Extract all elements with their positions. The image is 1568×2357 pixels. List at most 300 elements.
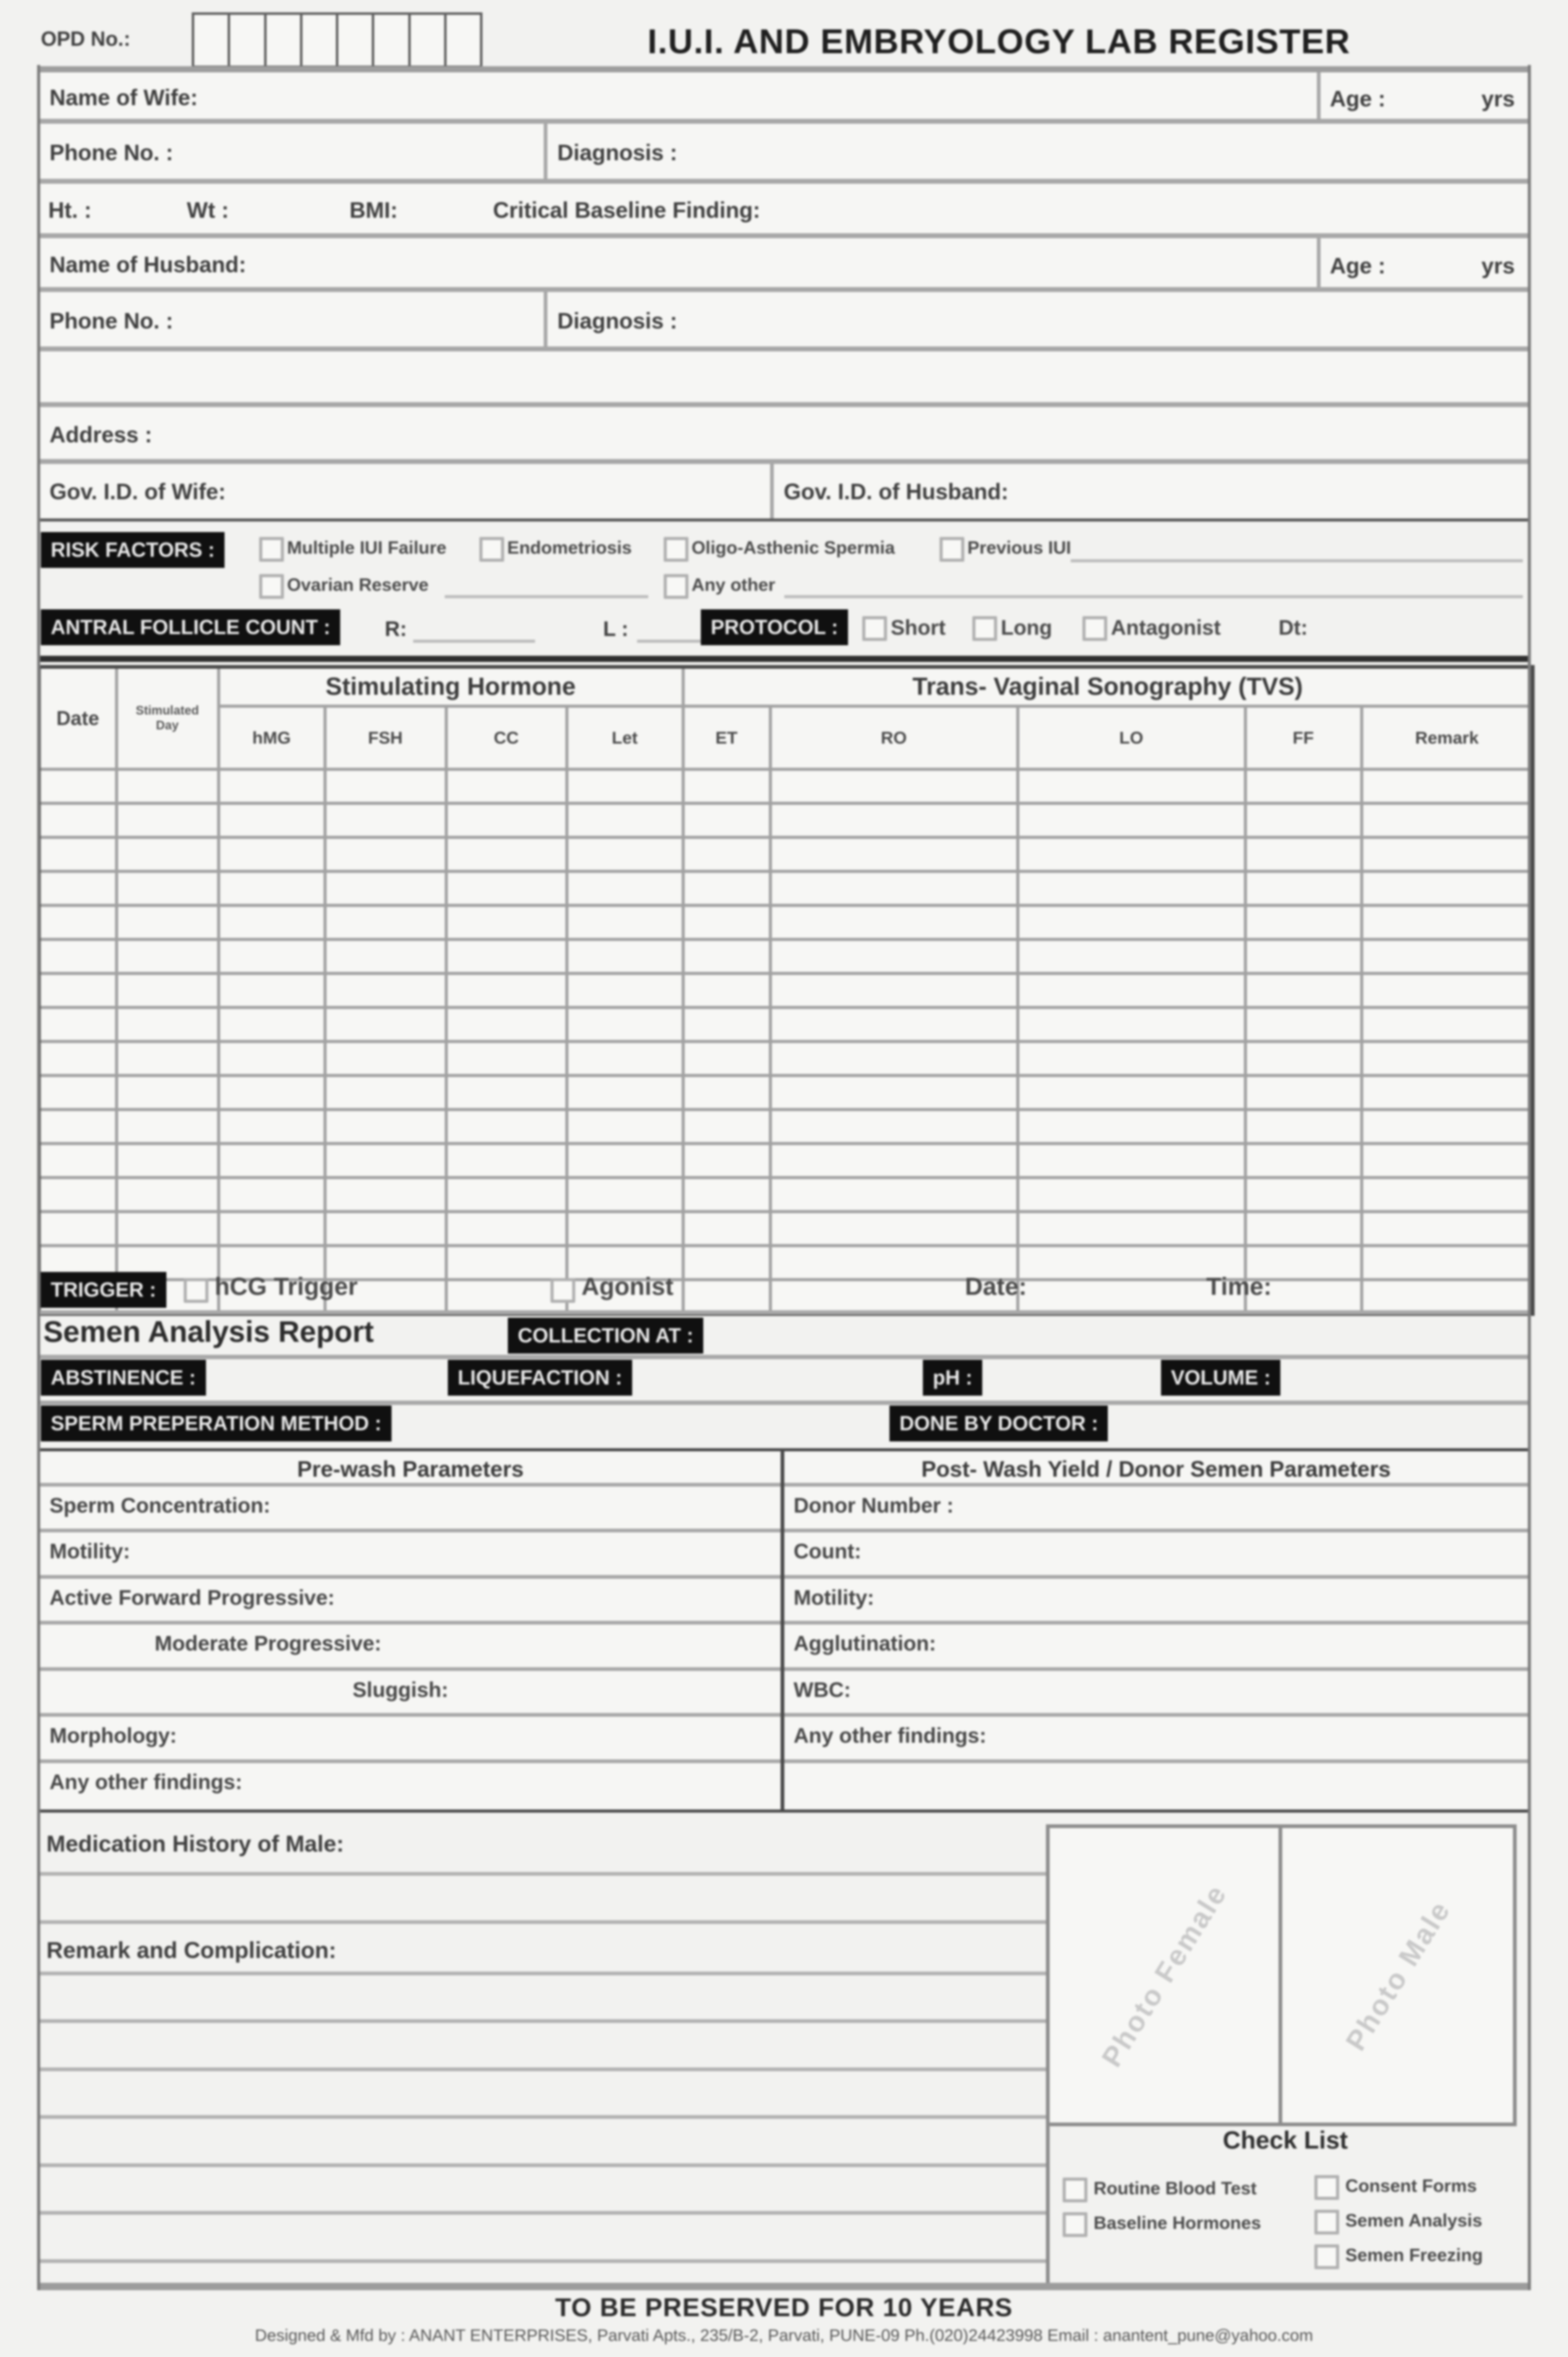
stim-table-cell[interactable] — [446, 770, 567, 804]
stim-table-cell[interactable] — [567, 1076, 683, 1110]
risk-item-label: Previous IUI — [967, 538, 1071, 558]
gov-id-wife-label: Gov. I.D. of Wife: — [49, 479, 226, 504]
semen-freezing-checkbox[interactable] — [1314, 2244, 1339, 2269]
stim-table-cell[interactable] — [770, 974, 1017, 1008]
stim-table-cell[interactable] — [116, 838, 218, 872]
stim-table-cell[interactable] — [567, 770, 683, 804]
blank-row[interactable] — [40, 351, 1528, 407]
opd-digit-cell[interactable] — [447, 15, 480, 66]
stim-table-cell[interactable] — [39, 1076, 116, 1110]
wife-age-label: Age : — [1330, 86, 1386, 111]
protocol-long-checkbox[interactable] — [972, 616, 997, 641]
opd-digit-cell[interactable] — [267, 15, 302, 66]
stim-table-cell[interactable] — [1245, 872, 1361, 906]
write-line[interactable] — [37, 2115, 1046, 2119]
husband-name-label: Name of Husband: — [49, 252, 247, 277]
stim-table-cell[interactable] — [446, 974, 567, 1008]
stim-table-cell[interactable] — [446, 1246, 567, 1280]
write-line[interactable] — [37, 1972, 1046, 1975]
abstinence-label: ABSTINENCE : — [41, 1360, 206, 1396]
stim-table-cell[interactable] — [325, 1008, 446, 1042]
stim-table-cell[interactable] — [1361, 974, 1533, 1008]
group-header-stimulating-hormone: Stimulating Hormone — [218, 667, 683, 706]
gov-id-row[interactable] — [40, 464, 1528, 518]
row-divider — [37, 1355, 1531, 1359]
stim-table-cell[interactable] — [218, 1042, 325, 1076]
stim-table-cell[interactable] — [325, 1110, 446, 1144]
col-header-let: Let — [567, 706, 683, 770]
stim-table-cell[interactable] — [116, 974, 218, 1008]
stim-table-cell[interactable] — [116, 1212, 218, 1246]
stim-table-cell[interactable] — [683, 838, 770, 872]
stim-table-cell[interactable] — [325, 1042, 446, 1076]
stim-table-cell[interactable] — [446, 804, 567, 838]
stim-table-cell[interactable] — [446, 940, 567, 974]
stim-table-cell[interactable] — [567, 804, 683, 838]
husband-age-unit: yrs — [1481, 253, 1515, 278]
prewash-column — [40, 1451, 784, 1810]
volume-label: VOLUME : — [1161, 1360, 1280, 1396]
stim-table-cell[interactable] — [39, 838, 116, 872]
photo-female-box[interactable] — [1050, 1828, 1282, 2123]
stim-table-cell[interactable] — [39, 1008, 116, 1042]
opd-number-grid[interactable] — [192, 12, 482, 68]
protocol-option-label: Long — [1001, 616, 1053, 640]
stim-table-cell[interactable] — [770, 1076, 1017, 1110]
stim-table-cell[interactable] — [567, 1008, 683, 1042]
ph-label: pH : — [923, 1360, 982, 1396]
stim-table-cell[interactable] — [1245, 1042, 1361, 1076]
stim-table-cell[interactable] — [39, 770, 116, 804]
group-header-tvs: Trans- Vaginal Sonography (TVS) — [683, 667, 1533, 706]
bmi-label: BMI: — [349, 197, 398, 223]
stim-table-cell[interactable] — [39, 940, 116, 974]
address-row[interactable] — [40, 407, 1528, 464]
stim-table-cell[interactable] — [683, 1144, 770, 1178]
stim-table-cell[interactable] — [325, 940, 446, 974]
stim-table-cell[interactable] — [39, 906, 116, 940]
risk-item-label: Oligo-Asthenic Spermia — [692, 538, 895, 558]
stim-table-cell[interactable] — [446, 1076, 567, 1110]
stim-table-cell[interactable] — [770, 1144, 1017, 1178]
stim-table-cell[interactable] — [770, 1008, 1017, 1042]
stim-table-cell[interactable] — [1361, 1110, 1533, 1144]
postwash-header: Post- Wash Yield / Donor Semen Parameters — [784, 1451, 1528, 1487]
stim-table-cell[interactable] — [218, 940, 325, 974]
stim-table-cell[interactable] — [39, 1178, 116, 1212]
stim-table-cell[interactable] — [446, 1144, 567, 1178]
stim-table-cell[interactable] — [1245, 1008, 1361, 1042]
col-header-ro: RO — [770, 706, 1017, 770]
stim-table-cell[interactable] — [218, 804, 325, 838]
col-header-ff: FF — [1245, 706, 1361, 770]
stim-table-cell[interactable] — [446, 1110, 567, 1144]
stim-table-cell[interactable] — [1361, 1246, 1533, 1280]
height-label: Ht. : — [48, 197, 92, 223]
stim-table-cell[interactable] — [116, 1008, 218, 1042]
routine-blood-test-checkbox[interactable] — [1063, 2178, 1087, 2202]
done-by-doctor-label: DONE BY DOCTOR : — [889, 1406, 1108, 1441]
stim-table-cell[interactable] — [1017, 940, 1245, 974]
stim-table-cell[interactable] — [1361, 1008, 1533, 1042]
wife-age-unit: yrs — [1481, 86, 1515, 111]
stim-table-cell[interactable] — [116, 770, 218, 804]
stim-table-row — [39, 804, 1533, 838]
stim-table-cell[interactable] — [683, 1110, 770, 1144]
risk-item-label: Any other — [692, 575, 776, 595]
stim-table-cell[interactable] — [770, 1178, 1017, 1212]
stim-table-cell[interactable] — [218, 770, 325, 804]
stim-table-cell[interactable] — [1017, 1008, 1245, 1042]
stim-table-cell[interactable] — [116, 1042, 218, 1076]
stim-table-cell[interactable] — [683, 872, 770, 906]
opd-number-label: OPD No.: — [41, 27, 131, 50]
wife-measurements-row[interactable] — [40, 184, 1528, 238]
stim-table-cell[interactable] — [325, 1076, 446, 1110]
risk-any-other-checkbox[interactable] — [664, 574, 688, 599]
stim-table-cell[interactable] — [770, 1042, 1017, 1076]
wife-phone-diagnosis-row[interactable] — [40, 124, 1528, 184]
checklist-title: Check List — [1222, 2127, 1348, 2154]
checklist-item-label: Semen Freezing — [1345, 2246, 1483, 2265]
husband-name-row[interactable] — [40, 238, 1528, 292]
stim-table-cell[interactable] — [1245, 804, 1361, 838]
stim-table-cell[interactable] — [770, 940, 1017, 974]
stim-table-cell[interactable] — [683, 1008, 770, 1042]
stim-table-row — [39, 872, 1533, 906]
protocol-antagonist-checkbox[interactable] — [1082, 616, 1107, 641]
stim-table-cell[interactable] — [683, 804, 770, 838]
medication-history-label: Medication History of Male: — [46, 1831, 345, 1857]
checklist-item-label: Baseline Hormones — [1094, 2213, 1261, 2233]
write-line[interactable] — [37, 1920, 1046, 1924]
postwash-row[interactable]: Motility: — [784, 1579, 1528, 1625]
stim-table-cell[interactable] — [1361, 1280, 1533, 1315]
hcg-trigger-checkbox[interactable] — [184, 1278, 208, 1303]
postwash-column — [784, 1451, 1528, 1810]
husband-phone-diagnosis-row[interactable] — [40, 292, 1528, 351]
prewash-row[interactable]: Sluggish: — [40, 1671, 781, 1717]
prewash-row[interactable]: Sperm Concentration: — [40, 1487, 781, 1532]
write-line[interactable] — [37, 2211, 1046, 2215]
prewash-row[interactable]: Active Forward Progressive: — [40, 1579, 781, 1625]
stim-table-cell[interactable] — [325, 770, 446, 804]
stim-table-cell[interactable] — [567, 1212, 683, 1246]
stim-table-cell[interactable] — [446, 906, 567, 940]
stim-table-cell[interactable] — [567, 1042, 683, 1076]
address-label: Address : — [49, 422, 153, 447]
postwash-row[interactable]: WBC: — [784, 1671, 1528, 1717]
previous-iui-write-line[interactable] — [1071, 537, 1523, 562]
stim-table-cell[interactable] — [1245, 974, 1361, 1008]
stim-table-cell[interactable] — [325, 906, 446, 940]
stim-table-cell[interactable] — [446, 1042, 567, 1076]
stim-table-cell[interactable] — [1017, 1178, 1245, 1212]
stim-table-cell[interactable] — [116, 1178, 218, 1212]
protocol-option-label: Short — [891, 616, 946, 640]
stim-table-cell[interactable] — [325, 1212, 446, 1246]
semen-analysis-checkbox[interactable] — [1314, 2210, 1339, 2235]
preservation-notice: TO BE PRESERVED FOR 10 YEARS — [555, 2293, 1013, 2322]
opd-digit-cell[interactable] — [374, 15, 410, 66]
opd-digit-cell[interactable] — [302, 15, 338, 66]
stim-table-cell[interactable] — [1361, 1178, 1533, 1212]
risk-endometriosis-checkbox[interactable] — [479, 537, 504, 562]
stim-table-cell[interactable] — [567, 872, 683, 906]
wife-phone-label: Phone No. : — [49, 140, 173, 165]
stim-table-cell[interactable] — [39, 1110, 116, 1144]
postwash-blank-row[interactable] — [784, 1763, 1528, 1810]
stim-table-cell[interactable] — [567, 838, 683, 872]
stim-table-cell[interactable] — [218, 906, 325, 940]
opd-digit-cell[interactable] — [230, 15, 266, 66]
stim-table-cell[interactable] — [683, 1212, 770, 1246]
stim-table-cell[interactable] — [1245, 906, 1361, 940]
antral-l-label: L : — [603, 617, 628, 641]
stim-table-cell[interactable] — [446, 1008, 567, 1042]
stim-table-cell[interactable] — [683, 1280, 770, 1315]
stim-table-row — [39, 1178, 1533, 1212]
stim-table-cell[interactable] — [770, 838, 1017, 872]
protocol-short-checkbox[interactable] — [862, 616, 887, 641]
photo-male-box[interactable] — [1282, 1828, 1513, 2123]
stim-table-cell[interactable] — [1245, 1212, 1361, 1246]
stim-table-cell[interactable] — [446, 1178, 567, 1212]
prewash-row[interactable]: Motility: — [40, 1532, 781, 1579]
age-cell-divider — [1317, 238, 1321, 287]
stim-table-cell[interactable] — [218, 1178, 325, 1212]
stim-table-cell[interactable] — [1361, 940, 1533, 974]
stim-table-cell[interactable] — [1017, 1076, 1245, 1110]
stim-table-cell[interactable] — [1361, 1042, 1533, 1076]
stim-table-cell[interactable] — [1245, 1076, 1361, 1110]
agonist-checkbox[interactable] — [551, 1278, 575, 1303]
checklist-item-label: Consent Forms — [1345, 2176, 1477, 2196]
stim-table-row — [39, 906, 1533, 940]
col-header-stimulated-day: Stimulated Day — [116, 667, 218, 770]
stim-table-cell[interactable] — [1361, 906, 1533, 940]
stim-table-row — [39, 974, 1533, 1008]
sperm-preparation-method-label: SPERM PREPERATION METHOD : — [41, 1406, 392, 1441]
write-line[interactable] — [37, 2019, 1046, 2023]
photo-female-watermark: Photo Female — [1095, 1878, 1233, 2072]
stim-table-row — [39, 1144, 1533, 1178]
postwash-row[interactable]: Any other findings: — [784, 1717, 1528, 1763]
stim-table-cell[interactable] — [683, 1246, 770, 1280]
risk-oligo-asthenic-checkbox[interactable] — [664, 537, 688, 562]
stim-table-cell[interactable] — [325, 838, 446, 872]
stim-table-cell[interactable] — [1017, 974, 1245, 1008]
stim-table-cell[interactable] — [218, 1212, 325, 1246]
risk-ovarian-reserve-checkbox[interactable] — [259, 574, 284, 599]
stim-table-row — [39, 1042, 1533, 1076]
col-header-date: Date — [39, 667, 116, 770]
stim-table-cell[interactable] — [770, 872, 1017, 906]
wife-diagnosis-label: Diagnosis : — [557, 140, 678, 165]
stim-table-cell[interactable] — [770, 1212, 1017, 1246]
stim-table-cell[interactable] — [446, 1212, 567, 1246]
stim-table-cell[interactable] — [567, 906, 683, 940]
stim-table-cell[interactable] — [116, 1076, 218, 1110]
col-header-cc: CC — [446, 706, 567, 770]
stim-table-cell[interactable] — [446, 838, 567, 872]
checklist-item-label: Semen Analysis — [1345, 2211, 1483, 2231]
stim-table-cell[interactable] — [325, 1178, 446, 1212]
stim-table-cell[interactable] — [683, 1076, 770, 1110]
stim-table-cell[interactable] — [218, 838, 325, 872]
stim-table-body — [39, 770, 1533, 1315]
stim-table-cell[interactable] — [39, 1144, 116, 1178]
write-line[interactable] — [37, 1872, 1046, 1876]
write-line[interactable] — [37, 2259, 1046, 2263]
write-line[interactable] — [37, 2163, 1046, 2167]
risk-factors-label: RISK FACTORS : — [41, 532, 225, 568]
stim-table-cell[interactable] — [1017, 1110, 1245, 1144]
husband-diagnosis-label: Diagnosis : — [557, 308, 678, 333]
stim-table-cell[interactable] — [1245, 770, 1361, 804]
stim-table-cell[interactable] — [1361, 838, 1533, 872]
stim-table-cell[interactable] — [325, 872, 446, 906]
baseline-hormones-checkbox[interactable] — [1063, 2212, 1087, 2237]
stim-table-row — [39, 770, 1533, 804]
stim-table-cell[interactable] — [39, 804, 116, 838]
stim-table-cell[interactable] — [567, 1144, 683, 1178]
stim-table-cell[interactable] — [1017, 838, 1245, 872]
stim-table-cell[interactable] — [567, 1110, 683, 1144]
stim-table-cell[interactable] — [1361, 872, 1533, 906]
stim-table-cell[interactable] — [683, 906, 770, 940]
stim-table-cell[interactable] — [683, 974, 770, 1008]
stim-table-cell[interactable] — [1361, 1212, 1533, 1246]
diagnosis-divider — [544, 292, 547, 346]
consent-forms-checkbox[interactable] — [1314, 2175, 1339, 2200]
stim-table-cell[interactable] — [325, 974, 446, 1008]
trigger-date-label: Date: — [965, 1273, 1027, 1300]
stim-table-cell[interactable] — [1245, 1178, 1361, 1212]
stim-table-cell[interactable] — [1017, 804, 1245, 838]
risk-item-label: Multiple IUI Failure — [287, 538, 447, 558]
stim-table-cell[interactable] — [325, 804, 446, 838]
agonist-label: Agonist — [581, 1273, 674, 1300]
stim-table-cell[interactable] — [116, 1144, 218, 1178]
stim-table-cell[interactable] — [1017, 770, 1245, 804]
risk-item-label: Ovarian Reserve — [287, 575, 429, 595]
stim-table-cell[interactable] — [1361, 770, 1533, 804]
stim-table-cell[interactable] — [683, 1178, 770, 1212]
stim-table-cell[interactable] — [1245, 1110, 1361, 1144]
opd-digit-cell[interactable] — [411, 15, 447, 66]
stim-table-cell[interactable] — [683, 940, 770, 974]
opd-digit-cell[interactable] — [194, 15, 230, 66]
antral-follicle-count-label: ANTRAL FOLLICLE COUNT : — [41, 609, 340, 645]
stim-table-cell[interactable] — [116, 1110, 218, 1144]
col-header-remark: Remark — [1361, 706, 1533, 770]
stim-table-cell[interactable] — [567, 1178, 683, 1212]
section-divider — [37, 656, 1531, 662]
stim-table-cell[interactable] — [770, 804, 1017, 838]
stim-table-cell[interactable] — [39, 1212, 116, 1246]
stim-table-cell[interactable] — [218, 1076, 325, 1110]
wash-parameters-table — [37, 1448, 1531, 1813]
stim-table-row — [39, 1212, 1533, 1246]
stim-table-cell[interactable] — [770, 1110, 1017, 1144]
stim-table-cell[interactable] — [683, 770, 770, 804]
stim-table-cell[interactable] — [116, 906, 218, 940]
semen-analysis-title: Semen Analysis Report — [43, 1316, 374, 1349]
stim-table-cell[interactable] — [1017, 1042, 1245, 1076]
stim-table-cell[interactable] — [1361, 1076, 1533, 1110]
liquefaction-label: LIQUEFACTION : — [448, 1360, 632, 1396]
col-header-fsh: FSH — [325, 706, 446, 770]
stim-table-cell[interactable] — [1017, 872, 1245, 906]
stim-table-cell[interactable] — [1245, 838, 1361, 872]
stim-table-cell[interactable] — [446, 872, 567, 906]
stim-table-cell[interactable] — [218, 1110, 325, 1144]
stim-table-cell[interactable] — [1245, 940, 1361, 974]
risk-previous-iui-checkbox[interactable] — [940, 537, 964, 562]
stim-table-cell[interactable] — [770, 906, 1017, 940]
stim-table-cell[interactable] — [325, 1144, 446, 1178]
stim-table-row — [39, 940, 1533, 974]
opd-digit-cell[interactable] — [338, 15, 374, 66]
write-line[interactable] — [37, 2067, 1046, 2071]
stim-table-cell[interactable] — [218, 974, 325, 1008]
risk-multiple-iui-checkbox[interactable] — [259, 537, 284, 562]
trigger-label: TRIGGER : — [41, 1272, 166, 1308]
stim-table-cell[interactable] — [1361, 1144, 1533, 1178]
stim-table-cell[interactable] — [39, 1042, 116, 1076]
any-other-write-line[interactable] — [784, 573, 1523, 598]
stim-table-cell[interactable] — [1017, 906, 1245, 940]
stim-table-cell[interactable] — [116, 872, 218, 906]
stim-table-cell[interactable] — [770, 770, 1017, 804]
stim-table-cell[interactable] — [1361, 804, 1533, 838]
postwash-row[interactable]: Donor Number : — [784, 1487, 1528, 1532]
wife-name-row[interactable] — [40, 72, 1528, 124]
col-header-et: ET — [683, 706, 770, 770]
stim-table-cell[interactable] — [218, 872, 325, 906]
antral-r-write-line[interactable] — [413, 612, 535, 643]
protocol-option-label: Antagonist — [1111, 616, 1221, 640]
stim-table-cell[interactable] — [116, 804, 218, 838]
stim-table-cell[interactable] — [218, 1008, 325, 1042]
postwash-row[interactable]: Count: — [784, 1532, 1528, 1579]
prewash-row[interactable]: Moderate Progressive: — [40, 1625, 781, 1671]
stim-table-cell[interactable] — [1017, 1212, 1245, 1246]
stim-table-cell[interactable] — [567, 974, 683, 1008]
photo-male-watermark: Photo Male — [1339, 1894, 1457, 2056]
stim-table-cell[interactable] — [446, 1280, 567, 1315]
stim-table-cell[interactable] — [39, 872, 116, 906]
prewash-row[interactable]: Any other findings: — [49, 1771, 242, 1794]
row-divider — [37, 1401, 1531, 1405]
ovarian-reserve-write-line[interactable] — [445, 573, 648, 598]
husband-phone-label: Phone No. : — [49, 308, 173, 333]
stim-table-row — [39, 1076, 1533, 1110]
postwash-row[interactable]: Agglutination: — [784, 1625, 1528, 1671]
stim-table-cell[interactable] — [683, 1042, 770, 1076]
diagnosis-divider — [544, 124, 547, 179]
prewash-row[interactable]: Morphology: — [40, 1717, 781, 1763]
stim-table-cell[interactable] — [116, 940, 218, 974]
stim-table-cell[interactable] — [39, 974, 116, 1008]
stim-table-cell[interactable] — [1017, 1144, 1245, 1178]
stim-table-cell[interactable] — [218, 1144, 325, 1178]
stim-table-cell[interactable] — [1245, 1144, 1361, 1178]
collection-at-label: COLLECTION AT : — [508, 1318, 703, 1354]
stim-table-cell[interactable] — [567, 940, 683, 974]
weight-label: Wt : — [187, 197, 229, 223]
